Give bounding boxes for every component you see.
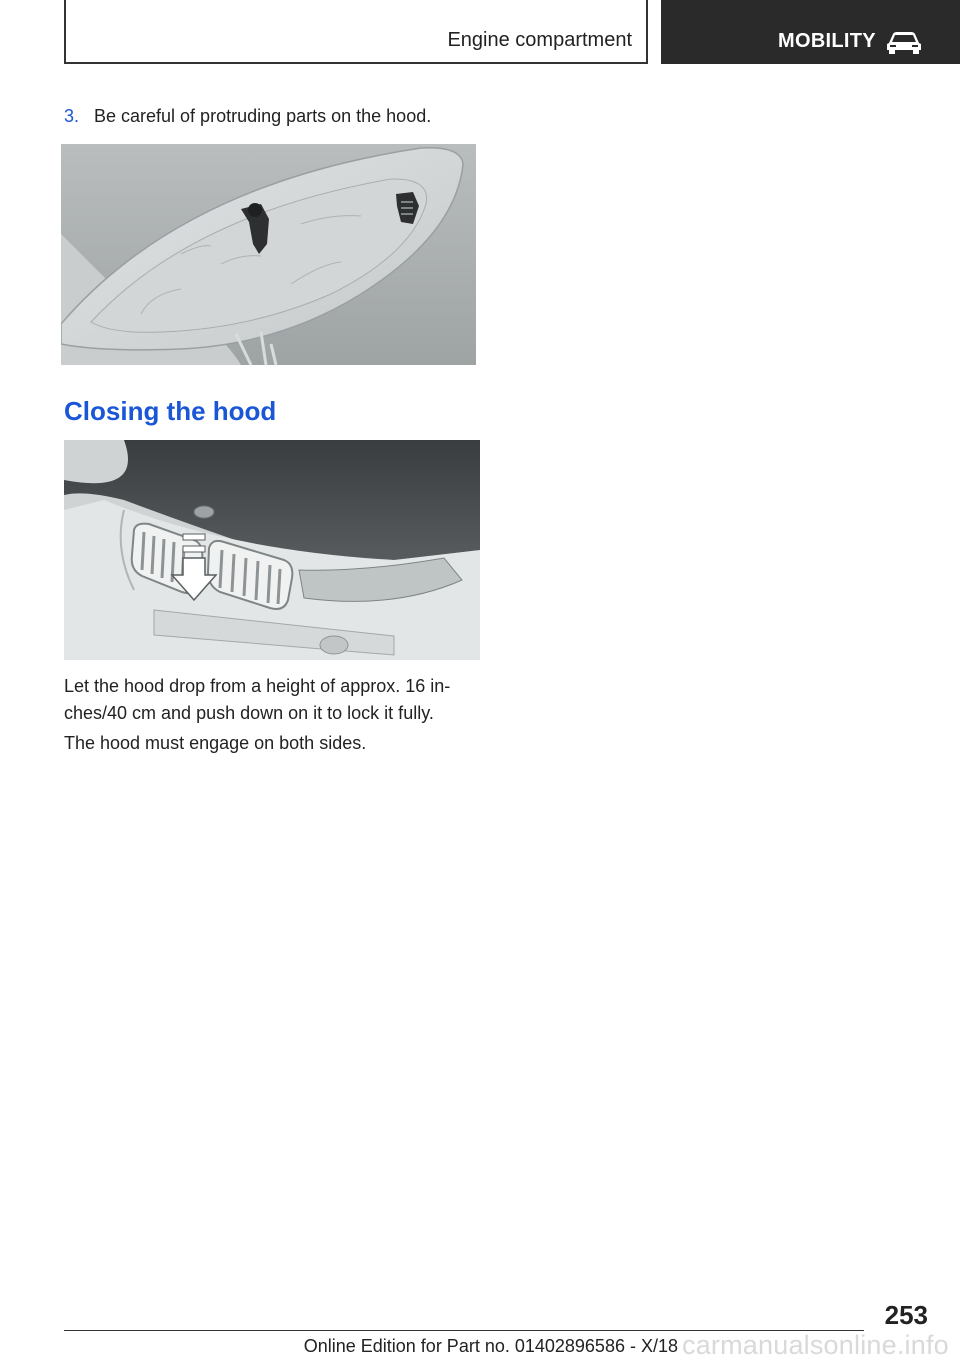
step-item (64, 106, 431, 127)
open-hood-illustration (61, 144, 476, 365)
chapter-tab (661, 0, 960, 64)
section-title: Engine compartment (447, 29, 632, 51)
step-text: Be careful of protruding parts on the hood. (94, 106, 432, 126)
car-icon (883, 27, 925, 55)
instruction-paragraph: The hood must engage on both sides. (64, 733, 367, 753)
header-section-box (64, 0, 648, 64)
instruction-paragraph: Let the hood drop from a height of approx. 16 in‐ches/40 cm and push down on it to lock it fully. (64, 676, 451, 723)
section-heading: Closing the hood (64, 396, 277, 426)
step-number: 3. (64, 106, 80, 126)
chapter-title: MOBILITY (778, 30, 876, 52)
closing-hood-illustration (64, 440, 480, 660)
edition-note: Online Edition for Part no. 01402896586 - X/18 (303, 1336, 678, 1356)
watermark: carmanualsonline.info (682, 1330, 949, 1360)
page-number: 253 (884, 1300, 928, 1330)
